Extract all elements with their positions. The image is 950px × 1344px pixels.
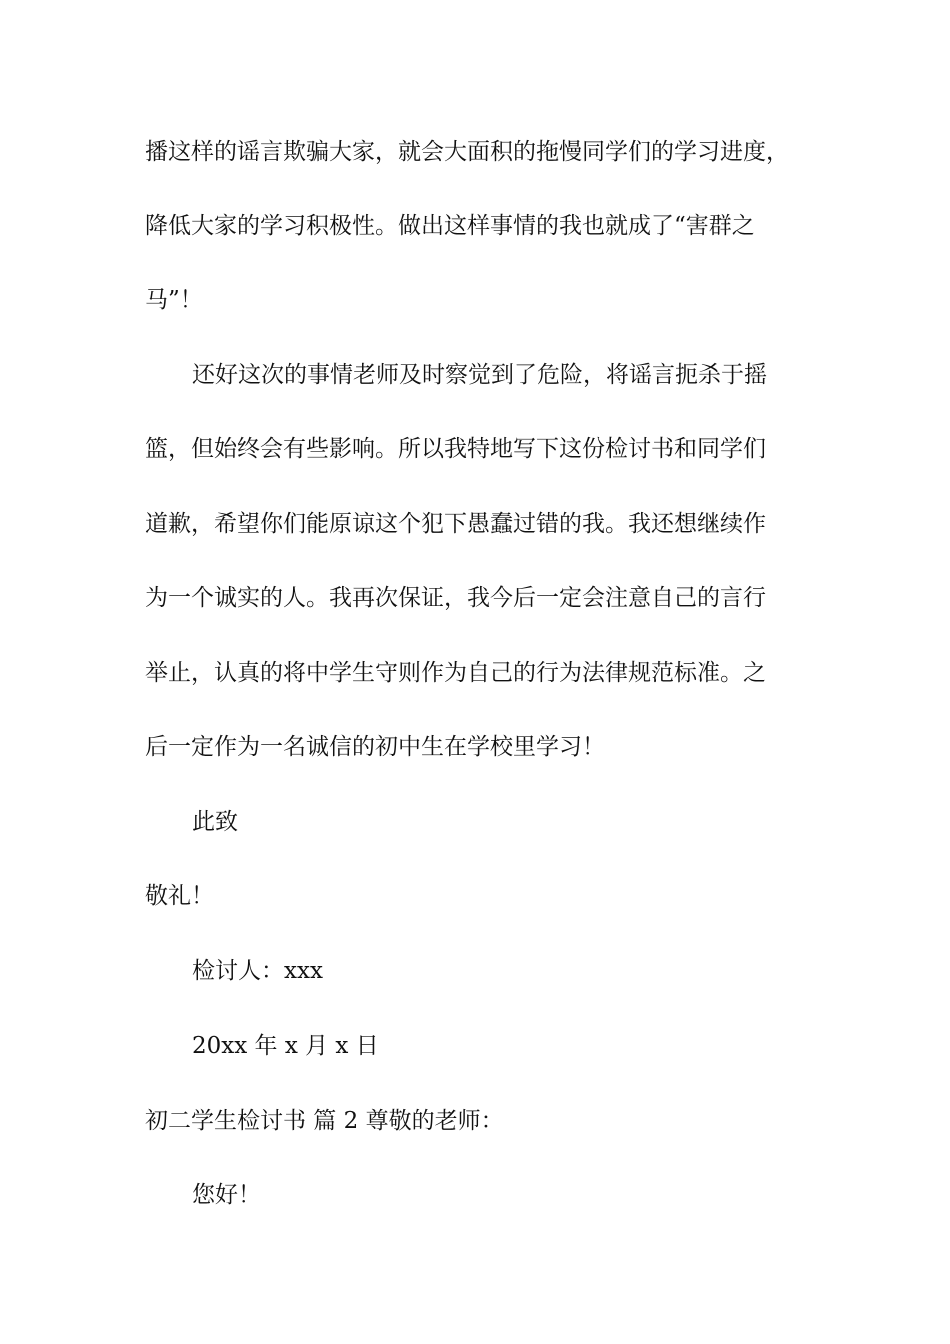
- greeting-line: 您好！: [192, 1182, 261, 1208]
- signature-line: 检讨人：xxx: [192, 958, 323, 984]
- body-line-9: 后一定作为一名诚信的初中生在学校里学习！: [145, 734, 605, 760]
- date-line: 20xx 年 x 月 x 日: [192, 1033, 379, 1059]
- body-line-2: 降低大家的学习积极性。做出这样事情的我也就成了“害群之: [145, 213, 755, 239]
- closing-regards: 敬礼！: [145, 883, 214, 909]
- body-line-8: 举止，认真的将中学生守则作为自己的行为法律规范标准。之: [145, 660, 766, 686]
- body-line-5: 篮，但始终会有些影响。所以我特地写下这份检讨书和同学们: [145, 436, 766, 462]
- body-line-7: 为一个诚实的人。我再次保证，我今后一定会注意自己的言行: [145, 585, 766, 611]
- section-heading: 初二学生检讨书 篇 2 尊敬的老师：: [145, 1108, 504, 1134]
- body-line-4: 还好这次的事情老师及时察觉到了危险，将谣言扼杀于摇: [192, 362, 767, 388]
- body-line-3: 马”！: [145, 287, 203, 313]
- body-line-1: 播这样的谣言欺骗大家，就会大面积的拖慢同学们的学习进度，: [145, 139, 789, 165]
- closing-salutation: 此致: [192, 809, 238, 835]
- body-line-6: 道歉，希望你们能原谅这个犯下愚蠢过错的我。我还想继续作: [145, 511, 766, 537]
